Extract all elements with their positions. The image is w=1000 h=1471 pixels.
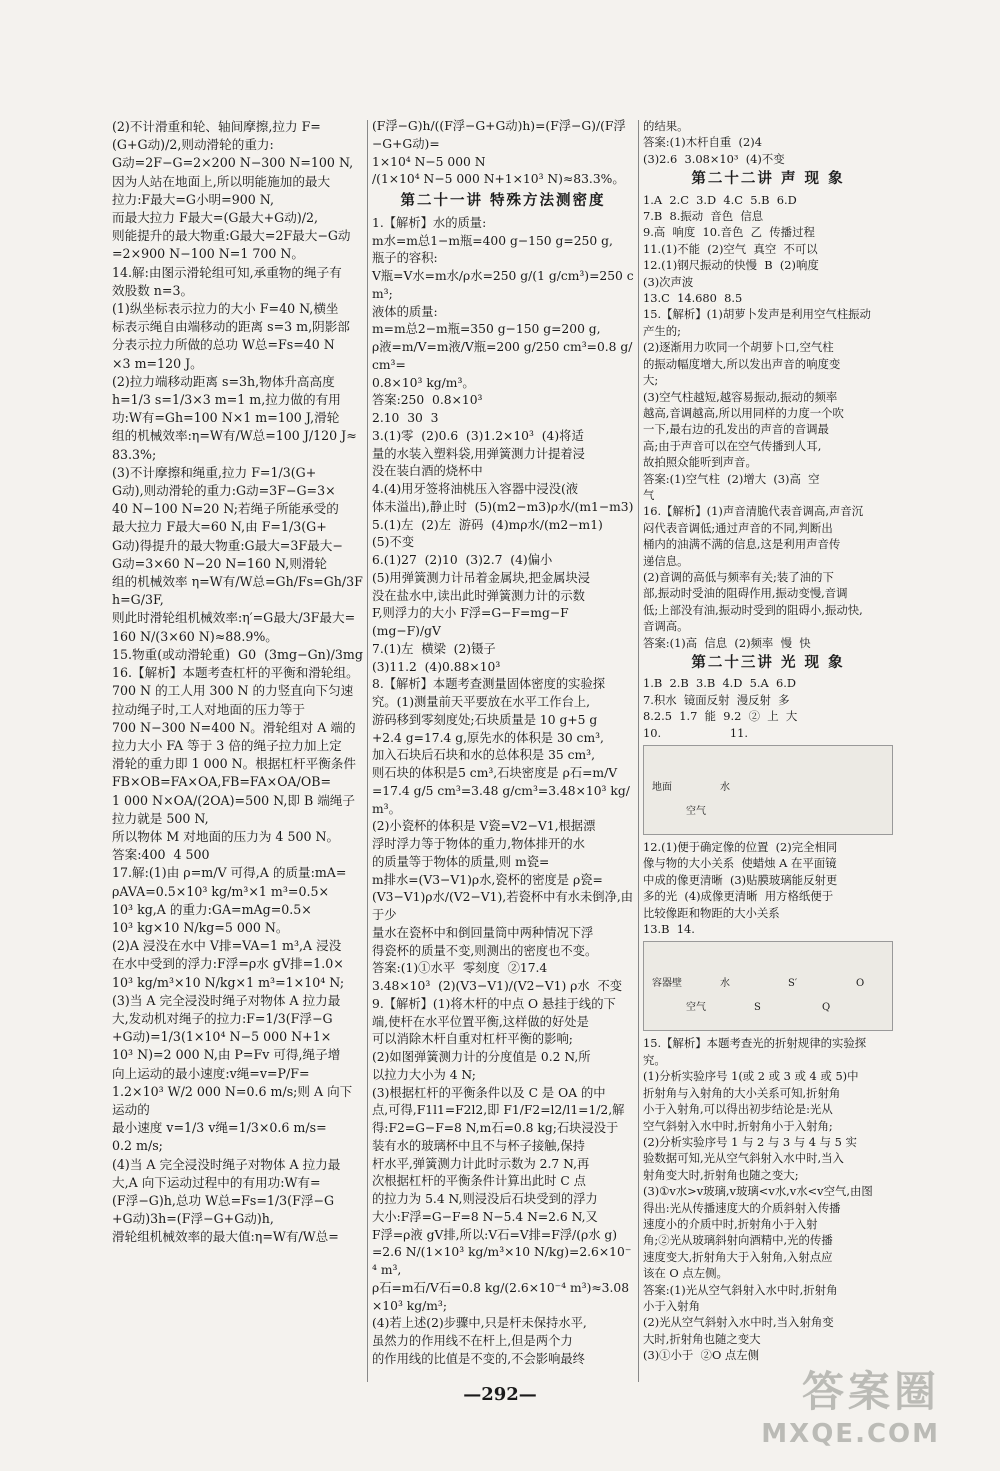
text-line: (G+G动)/2,则动滑轮的重力: [112,137,274,153]
text-line: G动=3×60 N−20 N=160 N,则滑轮 [112,555,328,571]
text-line: 分表示拉力所做的总功 W总=Fs=40 N [112,337,335,353]
text-line: 13.C 14.680 8.5 [643,291,743,306]
text-line: 递信息。 [643,553,689,568]
text-line: 音调高。 [643,619,689,634]
text-line: 高;由于声音可以在空气传播到人耳, [643,438,822,453]
text-line: 游码移到零刻度处;石块质量是 10 g+5 g [372,712,598,727]
text-line: 2.10 30 3 [372,411,439,425]
text-line: 所以物体 M 对地面的压力为 4 500 N。 [112,828,340,844]
text-line: 端,使杆在水平位置平衡,这样做的好处是 [372,1014,589,1029]
text-line: 11.(1)不能 (2)空气 真空 不可以 [643,241,818,256]
figure-label: 水 [720,782,730,794]
text-line: 则石块的体积是5 cm³,石块密度是 ρ石=m/V [372,766,618,780]
text-line: 而最大拉力 F最大=(G最大+G动)/2, [112,210,318,226]
text-line: 组的机械效率:η=W有/W总=100 J/120 J≈83.3%; [112,428,357,462]
left-column [112,118,364,1247]
text-line: =2×900 N−100 N=1 700 N。 [112,246,305,262]
text-line: 部,振动时受油的阻碍作用,振动变慢,音调 [643,586,848,601]
text-line: 15.【解析】(1)胡萝卜发声是利用空气柱振动 [643,307,871,322]
text-line: 15.【解析】本题考查光的折射规律的实验探 [643,1036,867,1051]
text-line: 拉力大小 FA 等于 3 倍的绳子拉力加上定 [112,737,342,753]
text-line: 得出:光从传播速度大的介质斜射入传播 [643,1200,841,1215]
text-line: =2.6 N/(1×10³ kg/m³×10 N/kg)=2.6×10⁻⁴ m³, [372,1245,632,1277]
text-line: 最大拉力 F最大=60 N,由 F=1/3(G+ [112,519,327,535]
text-line: (3)①小于 ②O 点左侧 [643,1348,760,1363]
text-line: 速度变大,折射角大于入射角,入射点应 [643,1249,833,1264]
text-line: 没在装白酒的烧杯中 [372,464,483,479]
figure-label: 地面 [652,782,672,794]
text-line: 的振动幅度增大,所以发出声音的响度变 [643,356,841,371]
text-line: 0.2 m/s; [112,1138,163,1154]
text-line: 产生的; [643,323,682,338]
text-line: (3)①v水>v玻璃,v玻璃<v水,v水<v空气,由图 [643,1184,873,1199]
text-line: 以拉力大小为 4 N; [372,1067,476,1082]
text-line: (5)不变 [372,535,415,550]
text-line: 角;②光从玻璃斜射向酒精中,光的传播 [643,1233,833,1248]
figure-label: Q [822,1002,831,1014]
text-line: (4)若上述(2)步骤中,只是杆未保持水平, [372,1316,587,1331]
text-line: (3)空气柱越短,越容易振动,振动的频率 [643,389,838,404]
text-line: 小于入射角 [643,1298,700,1313]
text-line: F浮=ρ液 gV排,所以:V石=V排=F浮/(ρ水 g) [372,1227,618,1242]
text-line: (2)A 浸没在水中 V排=VA=1 m³,A 浸没 [112,938,342,954]
text-line: (3)次声波 [643,274,694,289]
text-line: 答案:(1)木杆自重 (2)4 [643,135,762,150]
text-line: 3.48×10³ (2)(V3−V1)/(V2−V1) ρ水 不变 [372,979,623,993]
text-line: 拉力:F最大=G小明=900 N, [112,191,274,207]
text-line: 4.(4)用牙签将油桃压入容器中浸没(液 [372,482,579,496]
text-line: 12.(1)便于确定像的位置 (2)完全相同 [643,840,838,855]
section-heading: 第二十三讲 光 现 象 [691,655,845,671]
text-line: 闷代表音调低;通过声音的不同,判断出 [643,520,833,535]
text-line: m=m总2−m瓶=350 g−150 g=200 g, [372,322,601,337]
text-line: 1.A 2.C 3.D 4.C 5.B 6.D [643,192,797,207]
text-line: 10³ kg×10 N/kg=5 000 N。 [112,919,289,935]
text-line: ρ液=m/V=m液/V瓶=200 g/250 cm³=0.8 g/cm³= [372,340,633,372]
text-line: (2)光从空气斜射入水中时,当入射角变 [643,1315,834,1330]
text-line: (2)逐渐用力吹同一个胡萝卜口,空气柱 [643,340,834,355]
text-line: 速度小的介质中时,折射角小于入射 [643,1216,818,1231]
text-line: 大; [643,373,659,388]
text-line: 10³ N)=2 000 N,由 P=Fv 可得,绳子增 [112,1047,341,1063]
text-line: 8.2.5 1.7 能 9.2 ② 上 大 [643,709,798,724]
text-line: (F浮−G)h,总功 W总=Fs=1/3(F浮−G [112,1192,335,1208]
text-line: 加入石块后石块和水的总体积是 35 cm³, [372,748,596,763]
text-line: (1)分析实验序号 1(或 2 或 3 或 4 或 5)中 [643,1069,859,1084]
text-line: 0.8×10³ kg/m³。 [372,375,475,390]
figure-label: 水 [720,978,730,990]
text-line: 射角变大时,折射角也随之变大; [643,1167,799,1182]
text-line: 拉动绳子时,工人对地面的压力等于 [112,701,305,717]
text-line: h=1/3 s=1/3×3 m=1 m,拉力做的有用 [112,392,341,408]
text-line: (3)不计摩擦和绳重,拉力 F=1/3(G+ [112,464,317,480]
text-line: (3)根据杠杆的平衡条件以及 C 是 OA 的中 [372,1085,606,1100]
text-line: 的作用线的比值是不变的,不会影响最终 [372,1351,585,1366]
text-line: G动)得提升的最大物重:G最大=3F最大− [112,537,343,553]
text-line: /(1×10⁴ N−5 000 N+1×10³ N)≈83.3%。 [372,172,625,187]
text-line: 究。 [643,1052,666,1067]
text-line: 比较像距和物距的大小关系 [643,905,780,920]
text-line: 160 N/(3×60 N)≈88.9%。 [112,628,278,644]
section-heading: 第二十二讲 声 现 象 [691,171,845,188]
text-line: 大时,折射角也随之变大 [643,1331,761,1346]
text-line: (2)不计滑重和轮、轴间摩擦,拉力 F= [112,119,321,134]
text-line: 得瓷杯的质量不变,则测出的密度也不变。 [372,943,598,958]
text-line: FB×OB=FA×OA,FB=FA×OA/OB= [112,774,332,790]
text-line: ×3 m=120 J。 [112,355,203,371]
text-line: 杆水平,弹簧测力计此时示数为 2.7 N,再 [372,1156,590,1171]
text-line: 小于入射角,可以得出初步结论是:光从 [643,1102,833,1117]
text-line: 的质量等于物体的质量,则 m瓷= [372,854,550,869]
text-line: G动=2F−G=2×200 N−300 N=100 N, [112,155,354,171]
text-line: 7.B 8.振动 音色 信息 [643,209,764,224]
text-line: (2)分析实验序号 1 与 2 与 3 与 4 与 5 实 [643,1134,857,1149]
text-line: 次根据杠杆的平衡条件计算出此时 C 点 [372,1174,586,1189]
text-line: 17.解:(1)由 ρ=m/V 可得,A 的质量:mA= [112,865,347,881]
text-line: 滑轮的重力即 1 000 N。根据杠杆平衡条件 [112,756,356,772]
text-line: +2.4 g=17.4 g,原先水的体积是 30 cm³, [372,730,604,745]
text-line: 桶内的油满不满的信息,这是利用声音传 [643,537,841,552]
text-line: 6.(1)27 (2)10 (3)2.7 (4)偏小 [372,553,553,567]
column-divider [638,120,639,1382]
optics-figure-14 [643,941,893,1031]
text-line: 折射角与入射角的大小关系可知,折射角 [643,1085,841,1100]
text-line: 可以消除木杆自重对杠杆平衡的影响; [372,1032,573,1047]
text-line: 的拉力为 5.4 N,则浸没后石块受到的浮力 [372,1192,598,1206]
text-line: 1.B 2.B 3.B 4.D 5.A 6.D [643,676,797,691]
watermark [761,1359,940,1449]
text-line: (2)拉力端移动距离 s=3h,物体升高高度 [112,373,335,389]
figure-label: 空气 [686,1002,706,1014]
text-line: 功:W有=Gh=100 N×1 m=100 J,滑轮 [112,410,340,426]
text-line: (4)当 A 完全浸没时绳子对物体 A 拉力最 [112,1156,341,1172]
watermark-url: MXQE.COM [761,1419,940,1449]
text-line: V瓶=V水=m水/ρ水=250 g/(1 g/cm³)=250 cm³; [372,269,634,301]
text-line: 在水中受到的浮力:F浮=ρ水 gV排=1.0× [112,956,344,972]
text-line: 中成的像更清晰 (3)贴膜玻璃能反射更 [643,872,838,887]
text-line: 答案:400 4 500 [112,847,210,863]
text-line: 究。(1)测量前天平要放在水平工作台上, [372,695,591,709]
text-line: 点,可得,F1l1=F2l2,即 F1/F2=l2/l1=1/2,解 [372,1103,625,1118]
text-line: 气 [643,487,655,502]
figure-label: 空气 [686,806,706,818]
text-line: 1 000 N×OA/(2OA)=500 N,即 B 端绳子拉力就是 500 N, [112,792,355,826]
text-line: (mg−F)/gV [372,624,441,638]
text-line: ρAVA=0.5×10³ kg/m³×1 m³=0.5× [112,883,330,899]
text-line: +G动)3h=(F浮−G+G动)h, [112,1211,274,1227]
text-line: m水=m总1−m瓶=400 g−150 g=250 g, [372,233,613,248]
figure-label: 容器壁 [652,978,682,990]
text-line: 700 N 的工人用 300 N 的力竖直向下匀速 [112,683,354,699]
text-line: 答案:(1)①水平 零刻度 ②17.4 [372,961,548,976]
text-line: ρ石=m石/V石=0.8 kg/(2.6×10⁻⁴ m³)≈3.08×10³ kg/m³; [372,1280,630,1313]
text-line: 量水在瓷杯中和倒回量筒中两种情况下浮 [372,925,594,940]
text-line: (V3−V1)ρ水/(V2−V1),若瓷杯中有水未倒净,由于少 [372,890,634,922]
text-line: 大,发动机对绳子的拉力:F=1/3(F浮−G [112,1010,333,1026]
text-line: 该在 O 点左侧。 [643,1266,728,1281]
text-line: 1.【解析】水的质量: [372,215,487,230]
text-line: =17.4 g/5 cm³=3.48 g/cm³=3.48×10³ kg/m³。 [372,783,630,816]
text-line: 空气斜射入水中时,折射角小于入射角; [643,1118,833,1133]
text-line: 12.(1)钢尺振动的快慢 B (2)响度 [643,258,819,273]
figure-label: O [856,978,865,990]
text-line: (3)2.6 3.08×10³ (4)不变 [643,151,785,166]
text-line: 故拍照众能听到声音。 [643,455,757,470]
text-line: (1)纵坐标表示拉力的大小 F=40 N,横坐 [112,301,339,317]
text-line: (2)音调的高低与频率有关;装了油的下 [643,569,834,584]
text-line: 装有水的玻璃杯中且不与杯子接触,保持 [372,1138,585,1153]
text-line: 1×10⁴ N−5 000 N [372,154,486,169]
text-line: 验数据可知,光从空气斜射入水中时,当入 [643,1151,844,1166]
text-line: 大,A 向下运动过程中的有用功:W有= [112,1174,321,1190]
text-line: (3)11.2 (4)0.88×10³ [372,659,501,674]
text-line: 答案:250 0.8×10³ [372,393,483,408]
text-line: 标表示绳自由端移动的距离 s=3 m,阴影部 [112,319,350,335]
text-line: 组的机械效率 η=W有/W总=Gh/Fs=Gh/3Fh=G/3F, [112,574,363,608]
optics-figure-10-11 [643,745,893,835]
text-line: 10³ kg,A 的重力:GA=mAg=0.5× [112,901,312,917]
middle-column [372,118,634,1369]
text-line: 10. 11. [643,725,749,740]
text-line: (2)如图弹簧测力计的分度值是 0.2 N,所 [372,1050,591,1064]
text-line: 的结果。 [643,119,689,133]
text-line: F,则浮力的大小 F浮=G−F=mg−F [372,606,569,621]
text-line: 答案:(1)高 信息 (2)频率 慢 快 [643,635,811,650]
text-line: 答案:(1)光从空气斜射入水中时,折射角 [643,1282,838,1297]
text-line: 没在盐水中,读出此时弹簧测力计的示数 [372,588,585,603]
text-line: m排水=(V3−V1)ρ水,瓷杯的密度是 ρ瓷= [372,872,603,887]
text-line: 7.(1)左 横梁 (2)镊子 [372,641,496,656]
text-line: 8.【解析】本题考查测量固体密度的实验探 [372,677,606,692]
text-line: 则此时滑轮组机械效率:η′=G最大/3F最大= [112,610,356,626]
text-line: 3.(1)零 (2)0.6 (3)1.2×10³ (4)将适 [372,428,584,443]
text-line: 1.2×10³ W/2 000 N=0.6 m/s;则 A 向下运动的 [112,1083,353,1117]
text-line: 体未溢出),静止时 (5)(m2−m3)ρ水/(m1−m3) [372,499,634,514]
text-line: 浮时浮力等于物体的重力,物体排开的水 [372,837,585,851]
text-line: 9.【解析】(1)将木杆的中点 O 悬挂于线的下 [372,996,616,1011]
text-line: 7.积水 镜面反射 漫反射 多 [643,692,790,707]
text-line: 虽然力的作用线不在杆上,但是两个力 [372,1334,573,1348]
text-line: 液体的质量: [372,304,438,319]
text-line: +G动)=1/3(1×10⁴ N−5 000 N+1× [112,1029,332,1045]
section-heading: 第二十一讲 特殊方法测密度 [400,193,606,209]
column-divider [367,120,368,1382]
text-line: 因为人站在地面上,所以明能施加的最大 [112,173,331,189]
text-line: 16.【解析】(1)声音清脆代表音调高,声音沉 [643,504,864,519]
figure-label: S′ [788,978,798,990]
watermark-title: 答案圈 [801,1367,940,1416]
text-line: 低;上部没有油,振动时受到的阻碍小,振动快, [643,602,863,617]
text-line: 多的光 (4)成像更清晰 用方格纸便于 [643,889,834,904]
page-number: —292— [463,1384,537,1405]
text-line: 则能提升的最大物重:G最大=2F最大−G动 [112,228,351,244]
text-line: 像与物的大小关系 使蜡烛 A 在平面镜 [643,856,837,871]
text-line: 700 N−300 N=400 N。滑轮组对 A 端的 [112,719,356,735]
text-line: (5)用弹簧测力计吊着金属块,把金属块浸 [372,570,591,585]
text-line: 14.解:由图示滑轮组可知,承重物的绳子有 [112,264,342,280]
text-line: 越高,音调越高,所以用同样的力度一个吹 [643,405,844,420]
text-line: 9.高 响度 10.音色 乙 传播过程 [643,225,815,240]
text-line: 16.【解析】本题考查杠杆的平衡和滑轮组。 [112,665,359,681]
text-line: (F浮−G)h/((F浮−G+G动)h)=(F浮−G)/(F浮−G+G动)= [372,119,626,151]
text-line: 量的水装入塑料袋,用弹簧测力计提着浸 [372,446,585,461]
text-line: 瓶子的容积: [372,251,438,266]
text-line: 大小:F浮=G−F=8 N−5.4 N=2.6 N,又 [372,1209,598,1224]
text-line: 得:F2=G−F=8 N,m石=0.8 kg;石块浸没于 [372,1121,619,1135]
text-line: 40 N−100 N=20 N;若绳子所能承受的 [112,501,339,517]
text-line: (2)小瓷杯的体积是 V瓷=V2−V1,根据漂 [372,819,596,834]
text-line: 答案:(1)空气柱 (2)增大 (3)高 空 [643,471,820,486]
text-line: 向上运动的最小速度:v绳=v=P/F= [112,1065,310,1081]
figure-label: S [754,1002,761,1014]
right-column [643,118,893,1364]
text-line: 最小速度 v=1/3 v绳=1/3×0.6 m/s= [112,1120,327,1136]
text-line: 15.物重(或动滑轮重) G0 (3mg−Gn)/3mg [112,646,363,662]
text-line: 5.(1)左 (2)左 游码 (4)mρ水/(m2−m1) [372,517,603,532]
text-line: G动),则动滑轮的重力:G动=3F−G=3× [112,483,336,499]
text-line: 13.B 14. [643,922,695,937]
text-line: 10³ kg/m³×10 N/kg×1 m³=1×10⁴ N; [112,974,345,990]
text-line: 滑轮组机械效率的最大值:η=W有/W总= [112,1229,339,1245]
text-line: 一下,最右边的孔发出的声音的音调最 [643,422,829,437]
text-line: 效股数 n=3。 [112,282,194,298]
text-line: (3)当 A 完全浸没时绳子对物体 A 拉力最 [112,992,341,1008]
